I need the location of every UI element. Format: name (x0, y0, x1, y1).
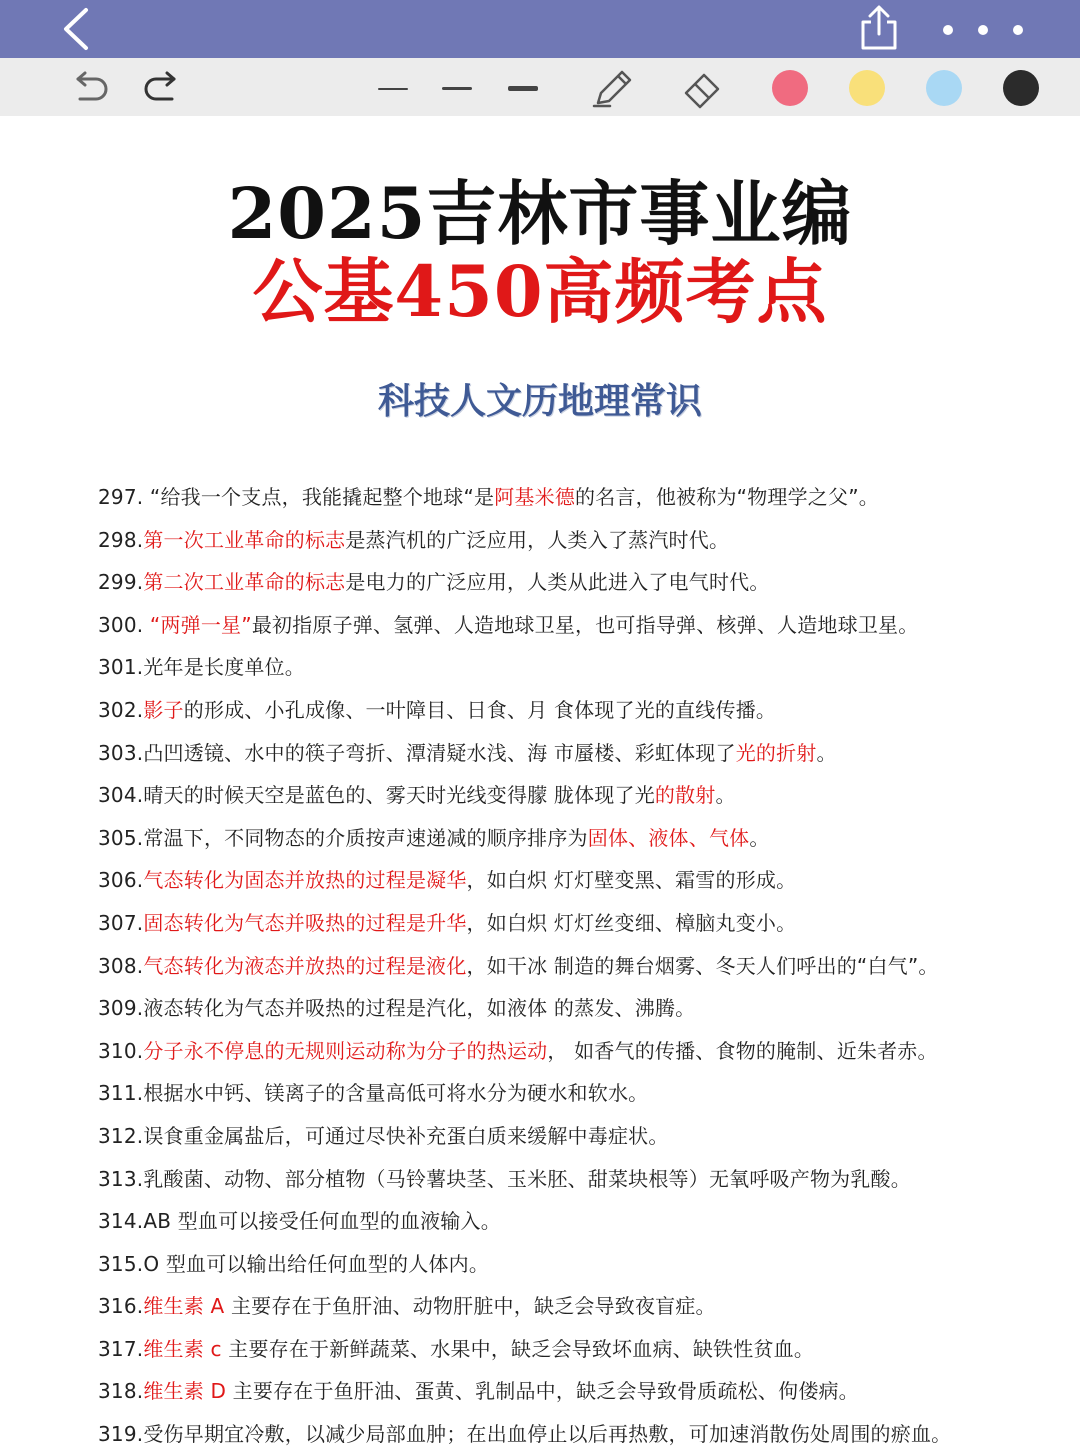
item-text: 最初指原子弹、氢弹、人造地球卫星，也可指导弹、核弹、人造地球卫星。 (251, 612, 919, 637)
item-number: 297. (98, 485, 144, 509)
list-item (98, 1413, 1058, 1456)
item-text: ，如白炽 灯灯壁变黑、霜雪的形成。 (466, 868, 797, 893)
highlighted-text: “两弹一星” (143, 612, 252, 637)
item-number: 299. (98, 570, 144, 595)
item-text: 。 (816, 740, 837, 765)
item-text: 的名言，他被称为“物理学之父”。 (575, 485, 879, 509)
list-item (98, 987, 1058, 1030)
eraser-icon[interactable] (678, 67, 724, 109)
item-text: ，如白炽 灯灯丝变细、樟脑丸变小。 (466, 910, 797, 935)
item-text: O 型血可以输出给任何血型的人体内。 (143, 1251, 490, 1276)
list-item (98, 859, 1058, 902)
list-item (98, 1200, 1058, 1243)
item-text: 受伤早期宜冷敷，以减少局部血肿；在出血停止以后再热敷，可加速消散伤处周围的瘀血。 (143, 1422, 952, 1447)
item-text: 主要存在于新鲜蔬菜、水果中，缺乏会导致坏血病、缺铁性贫血。 (221, 1336, 815, 1361)
item-text: 凸凹透镜、水中的筷子弯折、潭清疑水浅、海 市蜃楼、彩虹体现了 (143, 740, 736, 765)
item-text: ， 如香气的传播、食物的腌制、近朱者赤。 (547, 1038, 938, 1063)
list-item (98, 1158, 1058, 1201)
item-number: 306. (98, 868, 144, 893)
item-text: 乳酸菌、动物、部分植物（马铃薯块茎、玉米胚、甜菜块根等）无氧呼吸产物为乳酸。 (143, 1166, 911, 1191)
highlighted-text: 分子永不停息的无规则运动称为分子的热运动 (143, 1038, 548, 1063)
item-text: 光年是长度单位。 (143, 655, 305, 680)
color-swatch-black[interactable] (1003, 70, 1039, 106)
document-subtitle: 公基450高频考点 (252, 250, 828, 333)
list-item (98, 1370, 1058, 1413)
item-number: 307. (98, 910, 144, 935)
knowledge-point-list (98, 476, 1058, 1456)
highlighted-text: 维生素 A (143, 1294, 225, 1319)
item-text: 是蒸汽机的广泛应用，人类入了蒸汽时代。 (345, 527, 730, 552)
pen-thin-stroke-option[interactable] (378, 88, 408, 90)
color-swatch-yellow[interactable] (849, 70, 885, 106)
list-item (98, 1243, 1058, 1286)
item-text: 根据水中钙、镁离子的含量高低可将水分为硬水和软水。 (143, 1081, 649, 1106)
top-app-bar (0, 0, 1080, 58)
color-swatch-blue[interactable] (926, 70, 962, 106)
more-horizontal-icon[interactable] (938, 18, 1028, 42)
chevron-left-icon[interactable] (56, 6, 100, 52)
item-number: 300. (98, 612, 144, 637)
item-number: 312. (98, 1123, 144, 1148)
share-icon[interactable] (858, 4, 900, 52)
highlighted-text: 光的折射 (735, 740, 817, 765)
list-item (98, 1072, 1058, 1115)
item-number: 316. (98, 1294, 144, 1319)
item-number: 311. (98, 1081, 144, 1106)
highlighted-text: 固体、液体、气体 (587, 825, 750, 850)
item-number: 304. (98, 783, 144, 808)
item-number: 308. (98, 953, 144, 978)
item-text: 主要存在于鱼肝油、动物肝脏中，缺乏会导致夜盲症。 (224, 1294, 716, 1319)
item-number: 305. (98, 825, 144, 850)
list-item (98, 732, 1058, 775)
list-item (98, 1115, 1058, 1158)
item-number: 302. (98, 697, 144, 722)
item-text: ，如干冰 制造的舞台烟雾、冬天人们呼出的“白气”。 (466, 953, 939, 978)
pencil-icon[interactable] (590, 67, 636, 109)
item-text: 。 (749, 825, 770, 850)
highlighted-text: 的散射 (654, 783, 716, 808)
section-title: 科技人文历地理常识 (377, 381, 702, 422)
highlighted-text: 固态转化为气态并吸热的过程是升华 (143, 910, 467, 935)
item-number: 301. (98, 655, 144, 680)
item-number: 298. (98, 527, 144, 552)
item-number: 303. (98, 740, 144, 765)
undo-icon[interactable] (68, 71, 108, 105)
list-item (98, 817, 1058, 860)
item-text: 误食重金属盐后，可通过尽快补充蛋白质来缓解中毒症状。 (143, 1123, 669, 1148)
highlighted-text: 阿基米德 (494, 485, 576, 509)
item-text: 是电力的广泛应用，人类从此进入了电气时代。 (345, 570, 770, 595)
item-number: 314. (98, 1209, 144, 1234)
item-text: 主要存在于鱼肝油、蛋黄、乳制品中，缺乏会导致骨质疏松、佝偻病。 (226, 1379, 859, 1404)
highlighted-text: 气态转化为液态并放热的过程是液化 (143, 953, 467, 978)
pen-medium-stroke-option[interactable] (442, 87, 472, 90)
item-text: 晴天的时候天空是蓝色的、雾天时光线变得朦 胧体现了光 (143, 783, 655, 808)
item-number: 309. (98, 996, 144, 1021)
item-text: 。 (715, 783, 736, 808)
list-item (98, 1030, 1058, 1073)
highlighted-text: 气态转化为固态并放热的过程是凝华 (143, 868, 467, 893)
item-number: 313. (98, 1166, 144, 1191)
item-number: 317. (98, 1336, 144, 1361)
document-title: 2025吉林市事业编 (227, 172, 853, 255)
item-number: 318. (98, 1379, 144, 1404)
item-text: 液态转化为气态并吸热的过程是汽化，如液体 的蒸发、沸腾。 (143, 996, 696, 1021)
item-text: AB 型血可以接受任何血型的血液输入。 (143, 1209, 501, 1234)
list-item (98, 945, 1058, 988)
item-number: 310. (98, 1038, 144, 1063)
list-item (98, 519, 1058, 562)
color-swatch-pink[interactable] (772, 70, 808, 106)
document-page (0, 116, 1080, 1447)
list-item (98, 689, 1058, 732)
list-item (98, 774, 1058, 817)
list-item (98, 561, 1058, 604)
list-item (98, 476, 1058, 519)
list-item (98, 646, 1058, 689)
highlighted-text: 维生素 D (143, 1379, 227, 1404)
item-text: 的形成、小孔成像、一叶障目、日食、月 食体现了光的直线传播。 (183, 697, 777, 722)
list-item (98, 1328, 1058, 1371)
redo-icon[interactable] (144, 71, 184, 105)
item-text: “给我一个支点，我能撬起整个地球“是 (143, 485, 495, 509)
highlighted-text: 影子 (143, 697, 184, 722)
annotation-toolbar (0, 58, 1080, 116)
highlighted-text: 第一次工业革命的标志 (143, 527, 346, 552)
list-item (98, 902, 1058, 945)
item-text: 常温下，不同物态的介质按声速递减的顺序排序为 (143, 825, 588, 850)
highlighted-text: 维生素 c (143, 1336, 222, 1361)
list-item (98, 604, 1058, 647)
list-item (98, 1285, 1058, 1328)
item-number: 315. (98, 1251, 144, 1276)
highlighted-text: 第二次工业革命的标志 (143, 570, 346, 595)
item-number: 319. (98, 1422, 144, 1447)
pen-thick-stroke-option[interactable] (508, 86, 538, 91)
